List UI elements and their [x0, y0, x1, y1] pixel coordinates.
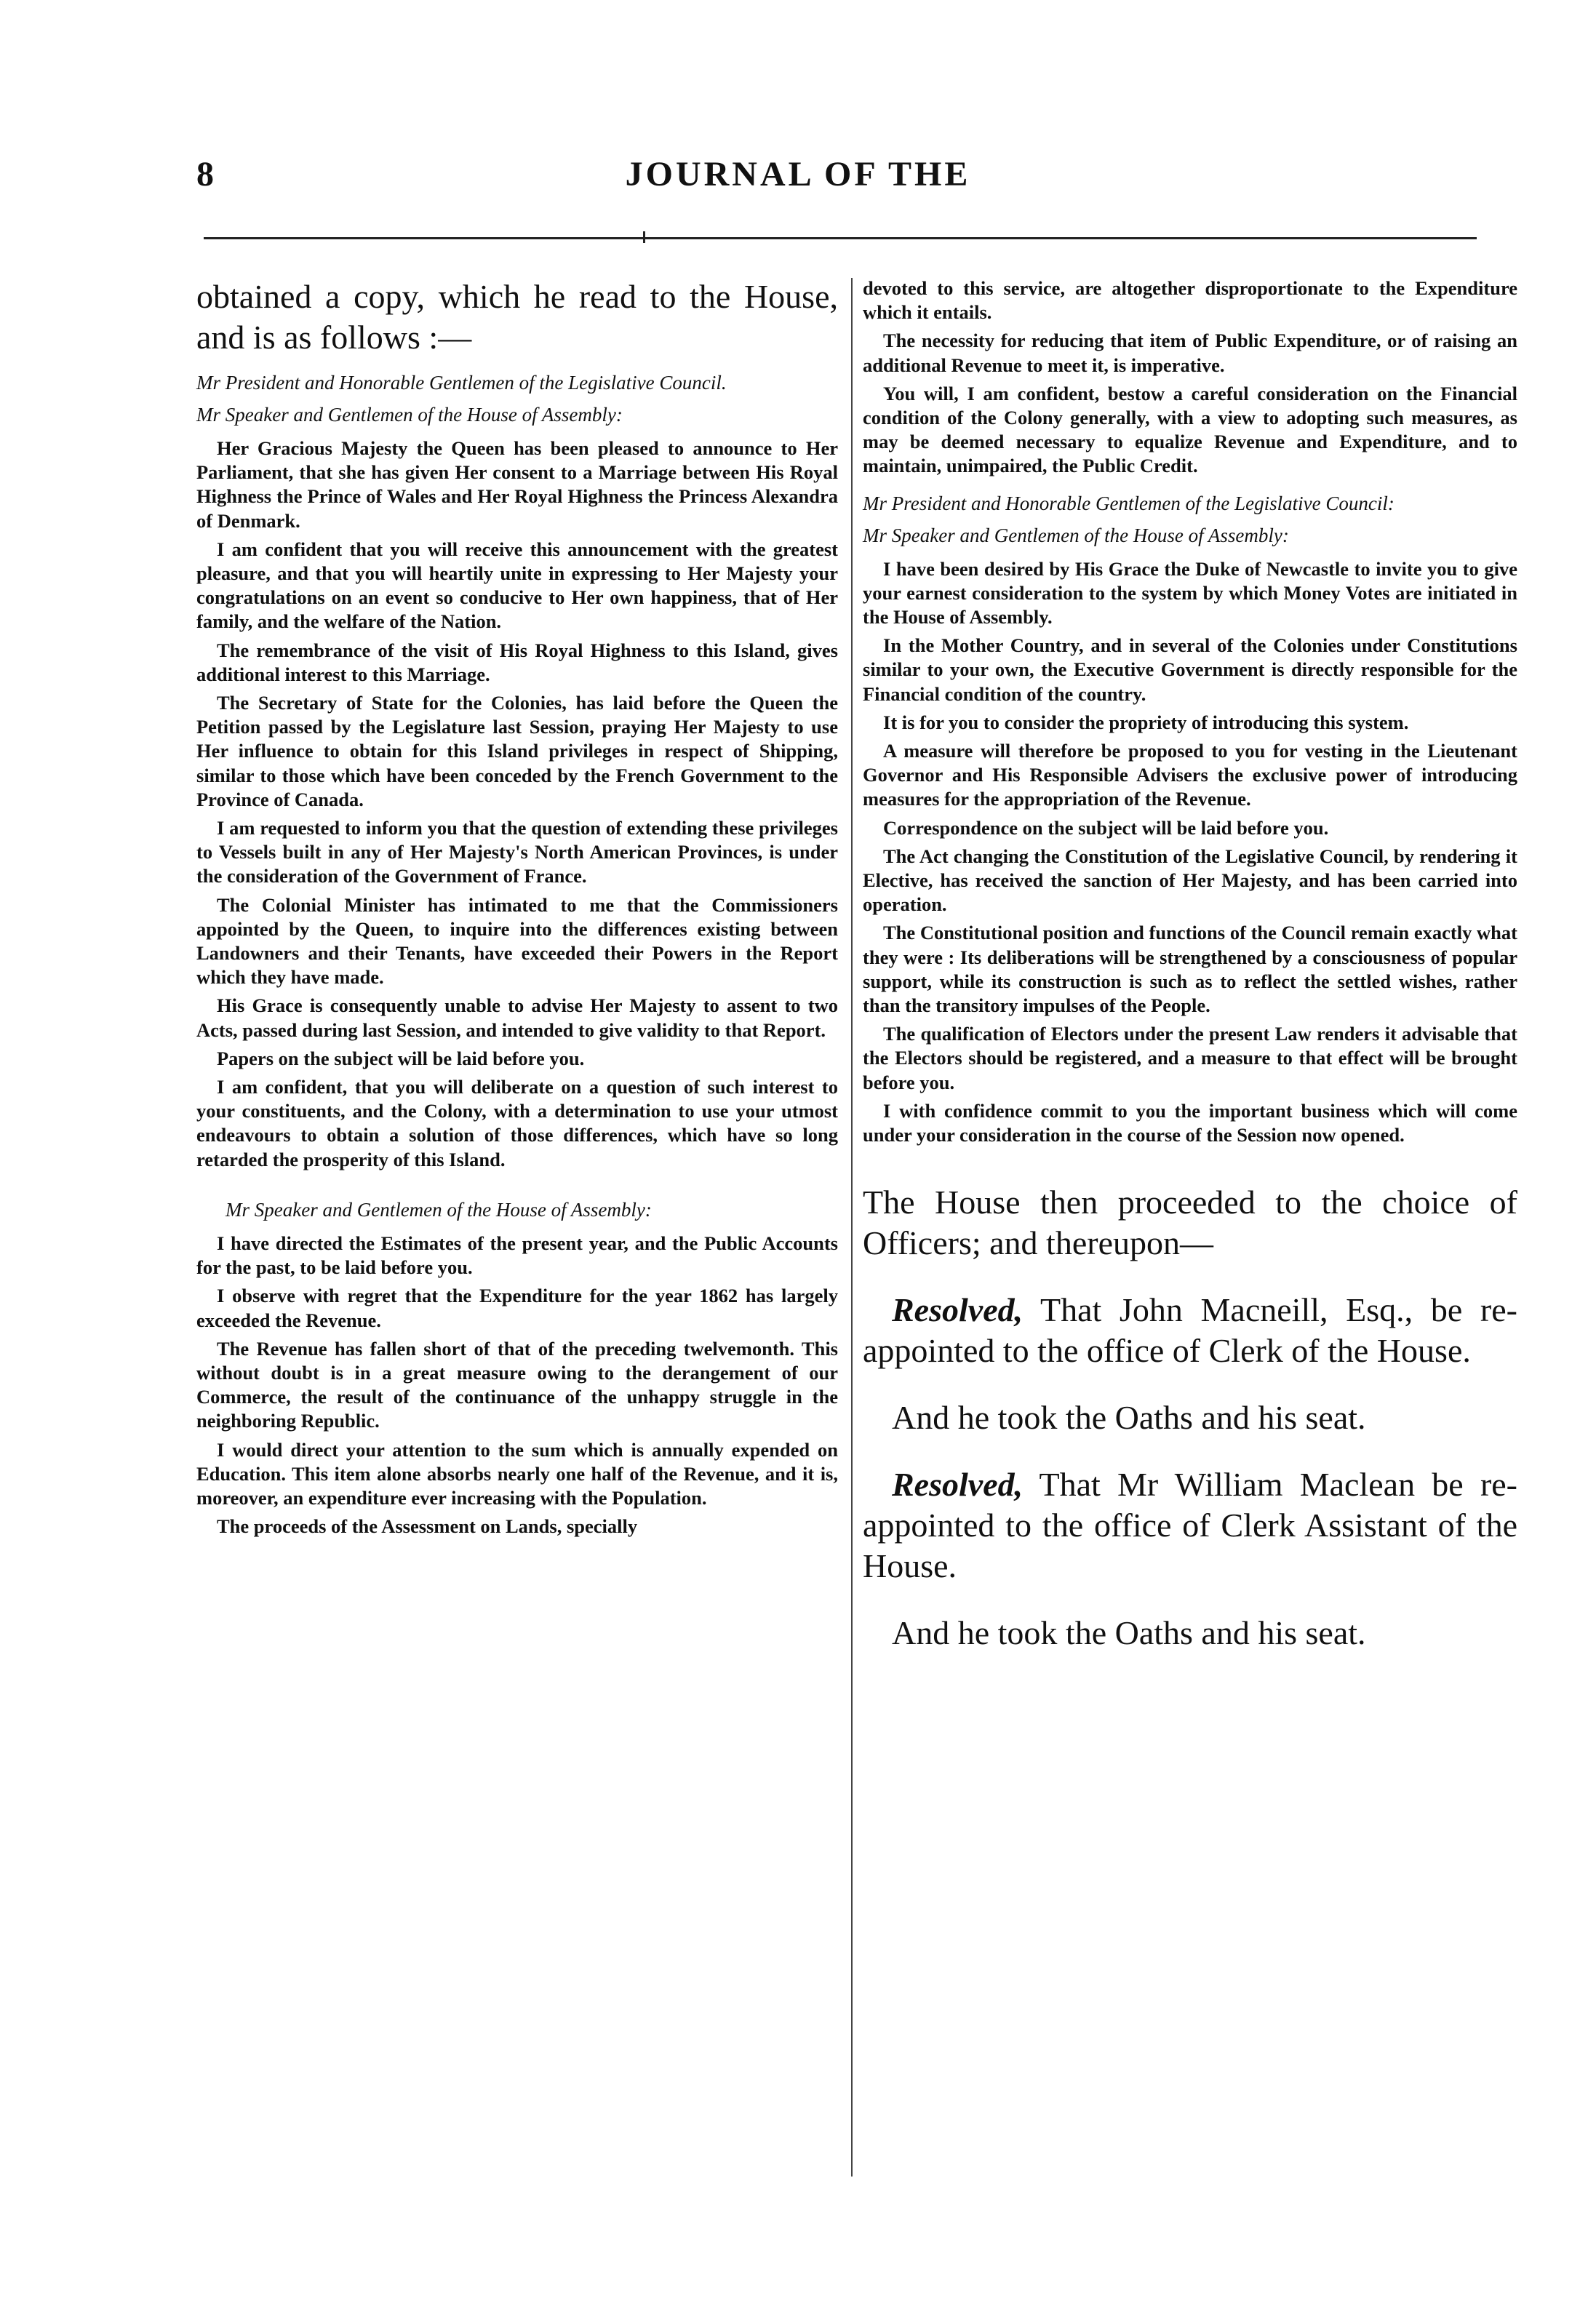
proceedings-officers: The House then proceeded to the choice of Officers; and thereupon— — [863, 1184, 1517, 1262]
page-number: 8 — [196, 155, 214, 194]
oaths-note: And he took the Oaths and his seat. — [892, 1399, 1366, 1437]
paragraph: Her Gracious Majesty the Queen has been pleased to announce to Her Parliament, that she has given Her consent to a Marriage between His Royal Highness the Prince of Wales and Her Royal Highness the Princess Alexandra of Denmark. — [196, 437, 838, 532]
speech-paragraphs — [196, 436, 838, 1172]
paragraph: The Colonial Minister has intimated to me that the Commissioners appointed by the Queen, to inquire into the differences existing between Landowners and their Tenants, have exceeded their Powers in the Report which they have made. — [196, 893, 838, 989]
paragraph: The remembrance of the visit of His Royal Highness to this Island, gives additional interest to this Marriage. — [196, 639, 838, 685]
resolution-clerk — [863, 1290, 1517, 1371]
running-title: JOURNAL OF THE — [625, 155, 971, 194]
address-block — [863, 492, 1517, 547]
paragraph: devoted to this service, are altogether disproportionate to the Expenditure which it entails. — [863, 277, 1517, 324]
paragraph: In the Mother Country, and in several of the Colonies under Constitutions similar to your own, the Executive Government is directly responsible for the Financial condition of the country. — [863, 634, 1517, 705]
paragraph: His Grace is consequently unable to advise Her Majesty to assent to two Acts, passed during last Session, and intended to give validity to that Report. — [196, 994, 838, 1041]
address-block — [196, 371, 838, 426]
column-divider — [851, 278, 853, 2177]
address-house-of-assembly: Mr Speaker and Gentlemen of the House of Assembly: — [863, 524, 1289, 546]
header-rule — [204, 237, 1477, 239]
address-house-of-assembly: Mr Speaker and Gentlemen of the House of Assembly: — [196, 404, 623, 426]
paragraph: It is for you to consider the propriety of introducing this system. — [883, 711, 1409, 733]
paragraph: The necessity for reducing that item of Public Expenditure, or of raising an additional Revenue to meet it, is imperative. — [863, 330, 1517, 376]
paragraph: You will, I am confident, bestow a careful consideration on the Financial condition of the Colony generally, with a view to adopting such measures, as may be deemed necessary to equalize Revenue and Expenditure, and to maintain, unimpaired, the Public Credit. — [863, 382, 1517, 477]
paragraph: The qualification of Electors under the present Law renders it advisable that the Electors should be registered, and a measure to that effect will be brought before you. — [863, 1023, 1517, 1093]
paragraph: I with confidence commit to you the important business which will come under your consideration in the course of the Session now opened. — [863, 1099, 1517, 1146]
speech-paragraphs — [863, 557, 1517, 1148]
paragraph: A measure will therefore be proposed to you for vesting in the Lieutenant Governor and His Responsible Advisers the exclusive power of introducing measures for the appropriation of the Revenue. — [863, 740, 1517, 810]
paragraph: I am confident that you will receive this announcement with the greatest pleasure, and that you will heartily unite in expressing to Her Majesty your congratulations on an event so conducive to Her own happiness, that of Her family, and the welfare of the Nation. — [196, 538, 838, 633]
speech-paragraphs — [863, 276, 1517, 479]
proceedings — [863, 1182, 1517, 1653]
paragraph: I would direct your attention to the sum which is annually expended on Education. This item alone absorbs nearly one half of the Revenue, and it is, moreover, an expenditure ever increasing with the Population. — [196, 1438, 838, 1509]
paragraph: The Act changing the Constitution of the Legislative Council, by rendering it Elective, has received the sanction of Her Majesty, and has been carried into operation. — [863, 845, 1517, 916]
address-legislative-council: Mr President and Honorable Gentlemen of the Legislative Council. — [196, 372, 727, 394]
paragraph: I am requested to inform you that the question of extending these privileges to Vessels built in any of Her Majesty's North American Provinces, is under the consideration of the Government of France. — [196, 817, 838, 887]
resolved-label: Resolved, — [892, 1466, 1024, 1504]
header-rule-ornament — [643, 231, 645, 243]
paragraph: I observe with regret that the Expenditure for the year 1862 has largely exceeded the Revenue. — [196, 1285, 838, 1331]
paragraph: I have directed the Estimates of the present year, and the Public Accounts for the past, to be laid before you. — [196, 1232, 838, 1279]
left-column — [196, 276, 838, 1539]
address-legislative-council: Mr President and Honorable Gentlemen of the Legislative Council: — [863, 492, 1394, 514]
resolved-label: Resolved, — [892, 1291, 1024, 1329]
paragraph: The Revenue has fallen short of that of the preceding twelvemonth. This without doubt is in a great measure owing to the derangement of our Commerce, the result of the continuance of the unhappy struggle in the neighboring Republic. — [196, 1337, 838, 1432]
speech-paragraphs — [196, 1232, 838, 1539]
right-column — [863, 276, 1517, 1653]
paragraph: Papers on the subject will be laid before you. — [217, 1047, 585, 1069]
address-block — [196, 1198, 838, 1221]
paragraph: The proceeds of the Assessment on Lands, specially — [217, 1515, 638, 1538]
resolution-text: That Mr William Maclean be re-appointed to the office of Clerk Assistant of the House. — [863, 1466, 1517, 1585]
paragraph: I have been desired by His Grace the Duke of Newcastle to invite you to give your earnest consideration to the system by which Money Votes are initiated in the House of Assembly. — [863, 557, 1517, 629]
resolution-text: That John Macneill, Esq., be re-appointed to the office of Clerk of the House. — [863, 1291, 1517, 1370]
paragraph: I am confident, that you will deliberate on a question of such interest to your constituents, and the Colony, with a determination to use your utmost endeavours to obtain a solution of those differences, which have so long retarded the prosperity of this Island. — [196, 1076, 838, 1170]
paragraph: The Secretary of State for the Colonies, has laid before the Queen the Petition passed by the Legislature last Session, praying Her Majesty to use Her influence to obtain for this Island privileges in respect of Shipping, similar to those which have been conceded by the French Government to the Province of Canada. — [196, 692, 838, 810]
paragraph: Correspondence on the subject will be laid before you. — [883, 816, 1329, 839]
oaths-note: And he took the Oaths and his seat. — [892, 1614, 1366, 1652]
address-house-of-assembly: Mr Speaker and Gentlemen of the House of Assembly: — [226, 1198, 652, 1221]
paragraph: The Constitutional position and functions of the Council remain exactly what they were : Its deliberations will be strengthened by a consciousness of popular support, while its construction is such as to reflect the settled wishes, rather than the transitory impulses of the People. — [863, 922, 1517, 1017]
resolution-clerk-assistant — [863, 1464, 1517, 1587]
intro-text: obtained a copy, which he read to the House, and is as follows :— — [196, 278, 838, 356]
